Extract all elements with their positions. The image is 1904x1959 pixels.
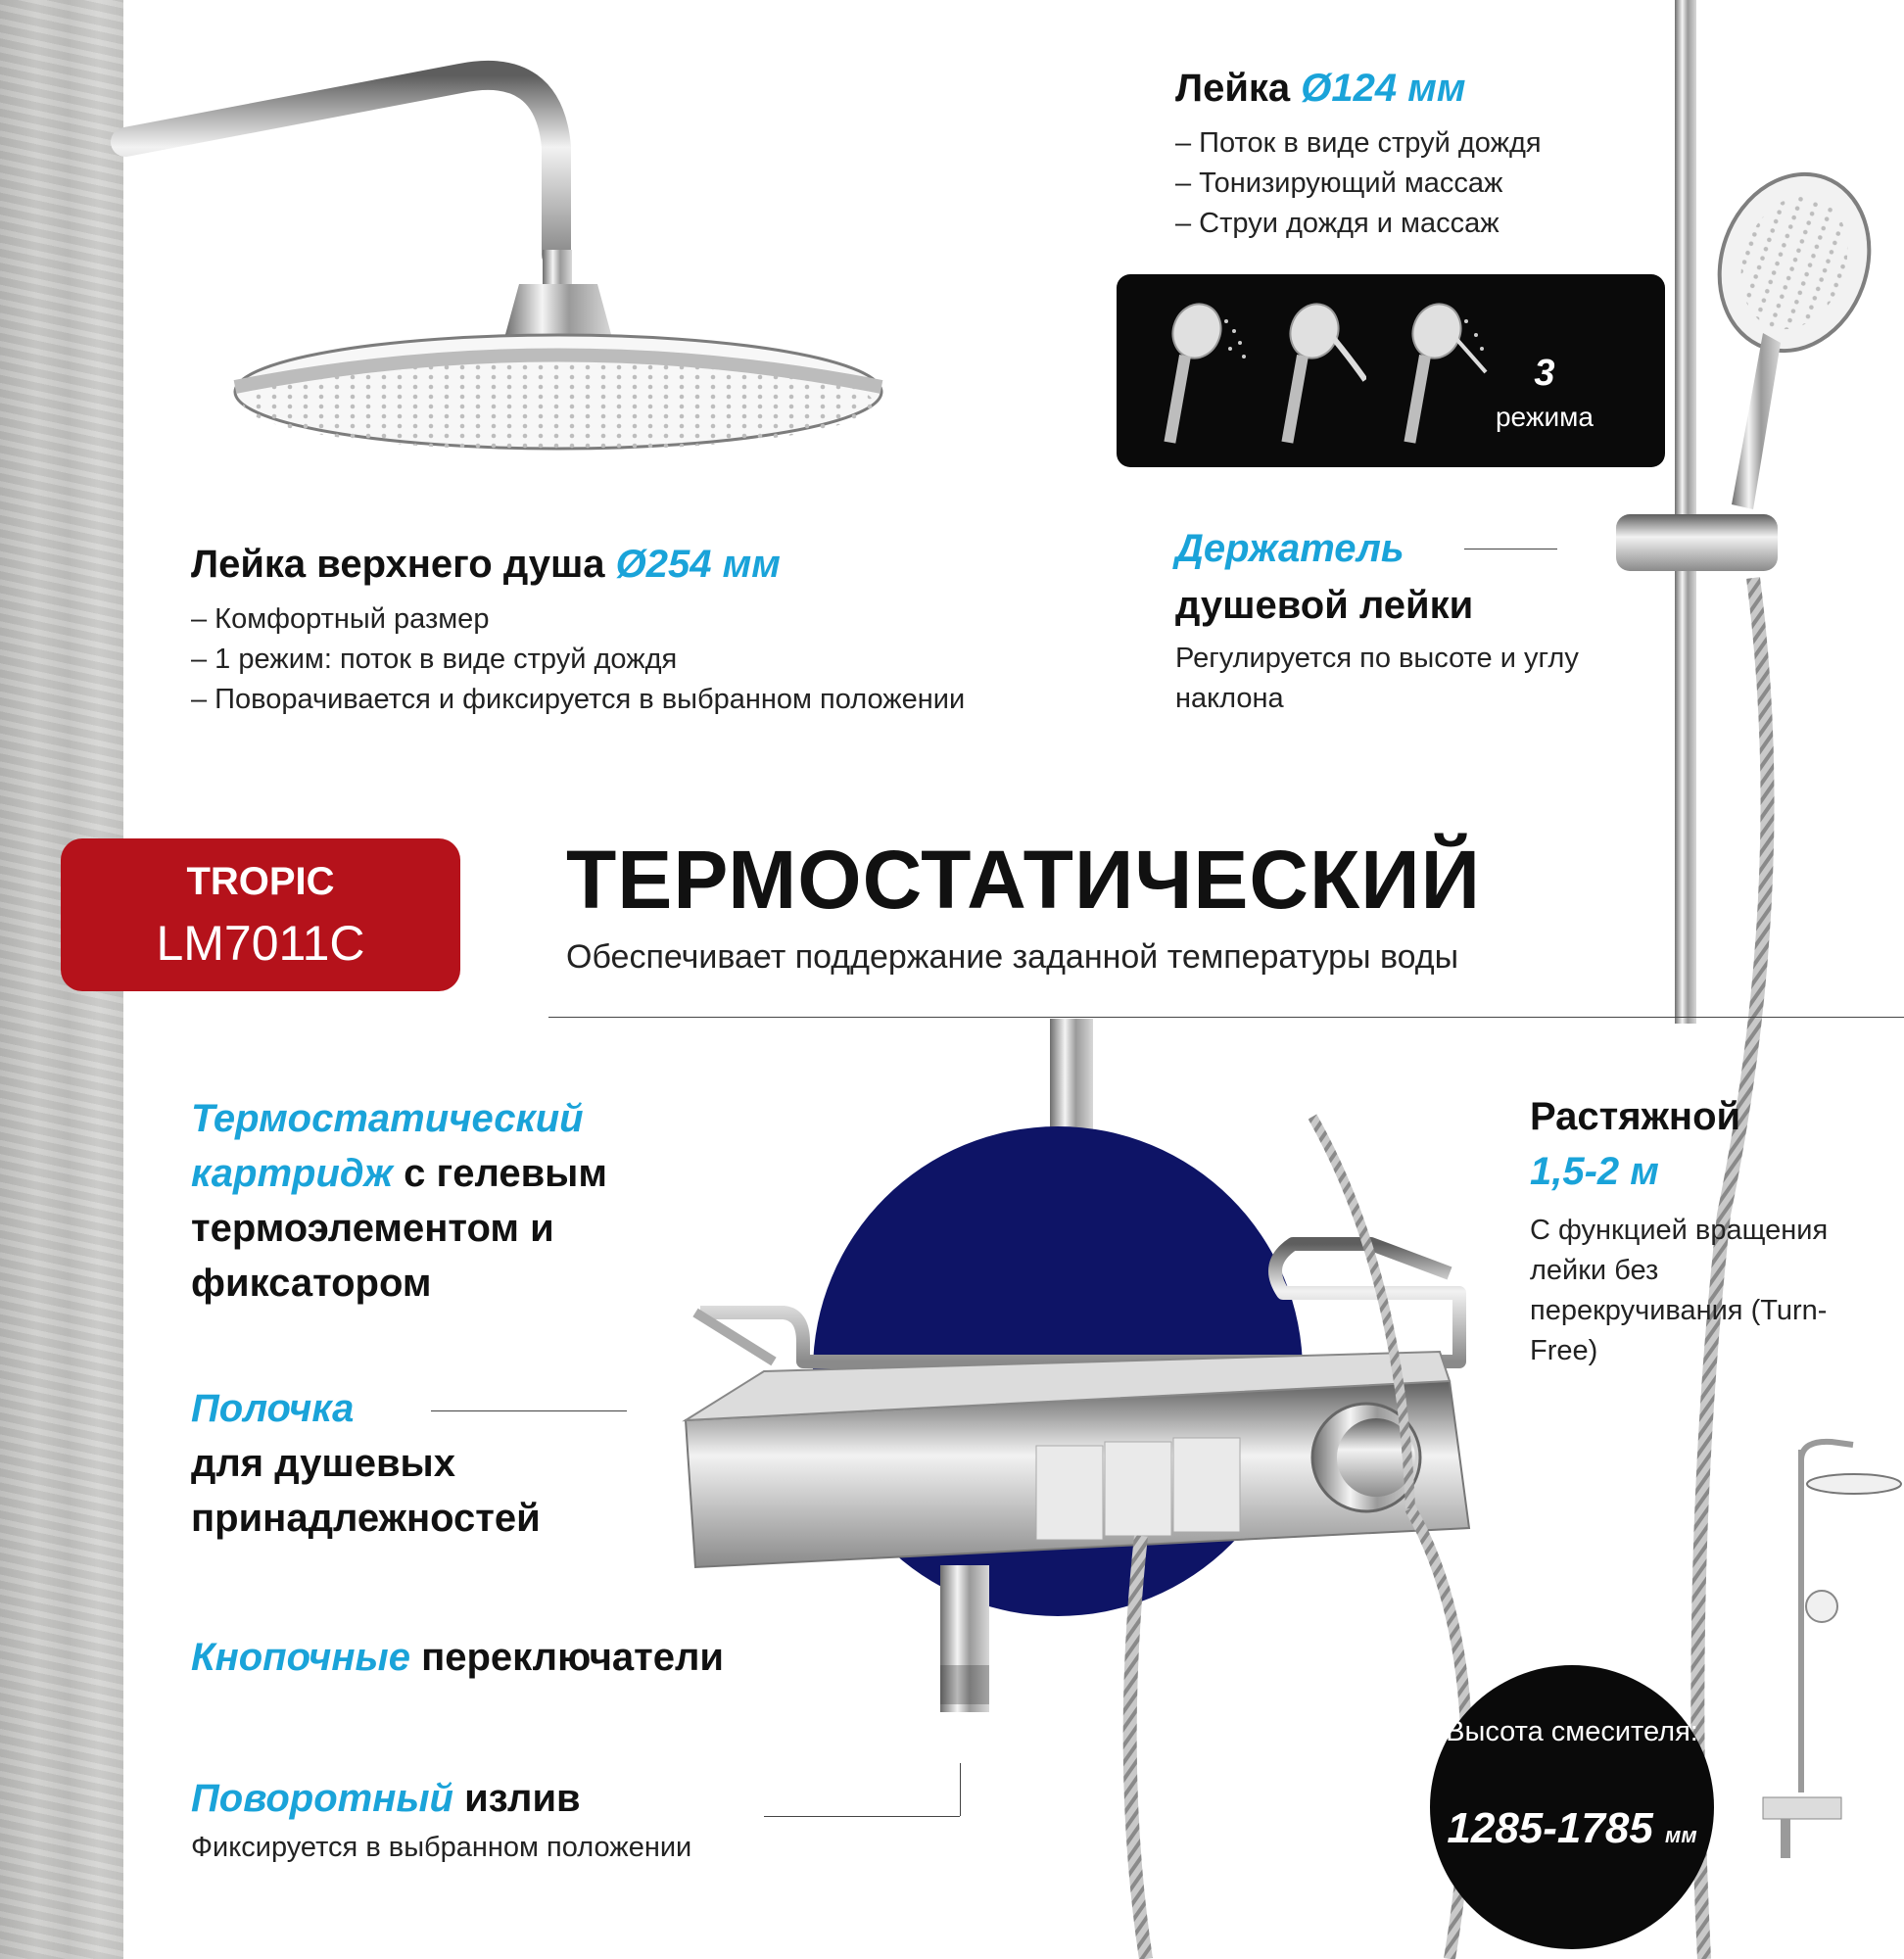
rain-mode-icon bbox=[1156, 302, 1249, 449]
hand-shower-size: Ø124 мм bbox=[1301, 67, 1466, 110]
spout-callout-line-v bbox=[960, 1763, 961, 1816]
rain-massage-mode-icon bbox=[1396, 302, 1489, 449]
mixer-height-value-row bbox=[1430, 1804, 1714, 1853]
shelf-highlight: Полочка bbox=[191, 1387, 355, 1430]
list-item: – Поток в виде струй дождя bbox=[1175, 127, 1542, 159]
holder-description: Регулируется по высоте и углу наклона bbox=[1175, 643, 1579, 714]
list-item: – Тонизирующий массаж bbox=[1175, 167, 1503, 199]
hand-shower-handle bbox=[1732, 333, 1781, 509]
model-code: LM7011C bbox=[156, 916, 365, 971]
holder-title: душевой лейки bbox=[1175, 584, 1474, 627]
list-item: – Струи дождя и массаж bbox=[1175, 208, 1499, 239]
spout-highlight: Поворотный bbox=[191, 1777, 453, 1820]
shower-arm bbox=[125, 75, 556, 255]
spout-rest: излив bbox=[453, 1777, 581, 1820]
top-shower-title-text: Лейка верхнего душа bbox=[191, 543, 605, 586]
mixer-height-label: Высота смесителя: bbox=[1446, 1716, 1698, 1747]
button-1 bbox=[1036, 1446, 1103, 1540]
buttons-highlight: Кнопочные bbox=[191, 1636, 410, 1679]
hand-shower-title bbox=[1175, 65, 1465, 112]
shower-rail-upper bbox=[1675, 0, 1696, 1024]
buttons-rest: переключатели bbox=[409, 1636, 725, 1679]
list-item: – Поворачивается и фиксируется в выбранном положении bbox=[191, 684, 966, 715]
shelf-rest: для душевых принадлежностей bbox=[191, 1442, 541, 1540]
spout-callout-line-h bbox=[764, 1816, 960, 1817]
spout-feature bbox=[191, 1771, 581, 1826]
divider-line bbox=[548, 1017, 1904, 1018]
shelf-feature bbox=[191, 1381, 700, 1546]
mixer-set-thumbnail bbox=[1763, 1442, 1901, 1858]
model-series: TROPIC bbox=[186, 860, 335, 903]
list-item: – Комфортный размер bbox=[191, 603, 490, 635]
cartridge-rest: с гелевым термоэлементом и фиксатором bbox=[191, 1152, 607, 1305]
thermostatic-subtitle: Обеспечивает поддержание заданной температуры воды bbox=[566, 938, 1459, 976]
massage-mode-icon bbox=[1273, 302, 1366, 449]
top-shower-size: Ø254 мм bbox=[615, 543, 781, 586]
mixer-height-unit: мм bbox=[1665, 1823, 1697, 1847]
hose-length: 1,5-2 м bbox=[1530, 1150, 1659, 1193]
modes-count: 3 bbox=[1534, 353, 1555, 394]
button-3 bbox=[1173, 1438, 1240, 1532]
modes-label: режима bbox=[1495, 402, 1595, 432]
hand-shower-title-text: Лейка bbox=[1175, 67, 1291, 110]
hose-title: Растяжной bbox=[1530, 1095, 1741, 1138]
spout-description: Фиксируется в выбранном положении bbox=[191, 1832, 692, 1863]
arm-nut bbox=[543, 250, 572, 289]
top-shower-features bbox=[191, 599, 965, 720]
buttons-feature bbox=[191, 1630, 724, 1685]
head-neck bbox=[504, 284, 612, 338]
top-shower-title bbox=[191, 541, 781, 588]
button-2 bbox=[1105, 1442, 1171, 1536]
hand-shower-features bbox=[1175, 123, 1542, 244]
model-badge bbox=[61, 838, 460, 991]
shower-holder bbox=[1616, 514, 1778, 571]
mixer-height-badge bbox=[1430, 1665, 1714, 1949]
cartridge-feature bbox=[191, 1091, 700, 1311]
spray-modes-panel bbox=[1117, 274, 1665, 467]
mixer-height-value: 1285-1785 bbox=[1447, 1804, 1653, 1852]
list-item: – 1 режим: поток в виде струй дождя bbox=[191, 644, 678, 675]
hose-description: С функцией вращения лейки без перекручивания (Turn-Free) bbox=[1530, 1215, 1829, 1366]
thermostatic-title: ТЕРМОСТАТИЧЕСКИЙ bbox=[566, 834, 1482, 926]
holder-title-highlight: Держатель bbox=[1175, 527, 1404, 570]
cartridge-highlight: Термостатический картридж bbox=[191, 1097, 584, 1195]
